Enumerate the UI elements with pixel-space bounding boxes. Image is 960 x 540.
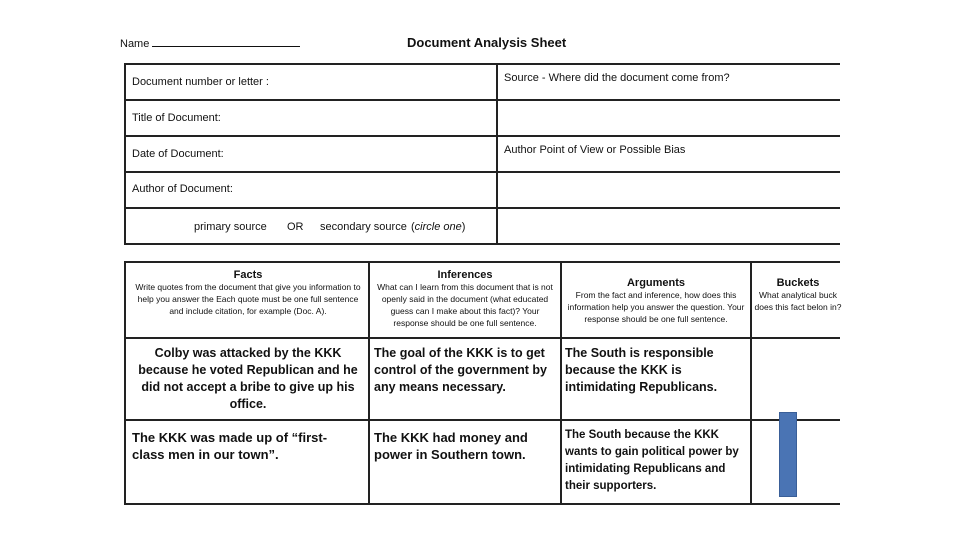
doc-number-label: Document number or letter : bbox=[132, 76, 269, 88]
doc-number-cell[interactable] bbox=[126, 65, 498, 101]
header-buckets-desc: What analytical buck does this fact belon in? bbox=[754, 290, 842, 312]
date-of-doc-label: Date of Document: bbox=[132, 148, 224, 160]
header-arguments-title: Arguments bbox=[626, 277, 686, 289]
header-facts-title: Facts bbox=[233, 269, 263, 281]
source-cell[interactable] bbox=[498, 65, 840, 101]
row1-bucket[interactable] bbox=[756, 345, 840, 415]
document-info-grid bbox=[124, 63, 840, 245]
title-of-doc-label: Title of Document: bbox=[132, 112, 221, 124]
author-of-doc-label: Author of Document: bbox=[132, 183, 233, 195]
date-of-doc-cell[interactable] bbox=[126, 137, 498, 173]
row1-inference[interactable]: The goal of the KKK is to get control of the government by any means necessary. bbox=[374, 346, 547, 394]
source-label: Source - Where did the document come from? bbox=[504, 72, 730, 84]
name-field[interactable] bbox=[120, 36, 300, 50]
row1-argument[interactable]: The South is responsible because the KKK is intimidating Republicans. bbox=[565, 346, 718, 394]
header-buckets bbox=[754, 277, 842, 313]
or-label: OR bbox=[287, 221, 304, 233]
row2-fact[interactable]: The KKK was made up of “first-class men in our town”. bbox=[132, 430, 328, 462]
point-of-view-cell[interactable] bbox=[498, 137, 840, 173]
author-of-doc-cell[interactable] bbox=[126, 173, 498, 209]
row2-inference[interactable]: The KKK had money and power in Southern town. bbox=[374, 430, 528, 462]
source-type-cell[interactable] bbox=[126, 209, 498, 245]
row2-bucket[interactable] bbox=[756, 429, 840, 499]
name-blank-line[interactable] bbox=[152, 36, 300, 47]
circle-one-text: circle one bbox=[414, 221, 462, 233]
point-of-view-cell-cont2[interactable] bbox=[498, 209, 840, 245]
title-of-doc-cell[interactable] bbox=[126, 101, 498, 137]
analysis-table bbox=[124, 261, 840, 505]
header-inferences-desc: What can I learn from this document that is not openly said in the document (what educated guess can I make about this fact)? Your response should be one full sentence. bbox=[377, 282, 553, 328]
circle-one-note: (circle one) bbox=[411, 221, 466, 233]
name-label: Name bbox=[120, 38, 150, 50]
header-inferences bbox=[374, 269, 556, 329]
point-of-view-cell-cont[interactable] bbox=[498, 173, 840, 209]
header-buckets-title: Buckets bbox=[776, 277, 820, 289]
source-cell-cont[interactable] bbox=[498, 101, 840, 137]
point-of-view-label: Author Point of View or Possible Bias bbox=[504, 144, 686, 156]
row2-argument[interactable]: The South because the KKK wants to gain political power by intimidating Republicans and their supporters. bbox=[565, 429, 739, 492]
page-title: Document Analysis Sheet bbox=[407, 35, 567, 50]
header-facts bbox=[132, 269, 364, 317]
blue-marker-bar bbox=[779, 412, 797, 497]
header-arguments bbox=[566, 277, 746, 325]
primary-source-option[interactable]: primary source bbox=[194, 221, 267, 233]
header-arguments-desc: From the fact and inference, how does this information help you answer the question. Your response should be one full sentence. bbox=[567, 290, 745, 324]
secondary-source-option[interactable]: secondary source bbox=[320, 221, 407, 233]
header-inferences-title: Inferences bbox=[437, 269, 493, 281]
row1-fact[interactable]: Colby was attacked by the KKK because he voted Republican and he did not accept a bribe to give up his office. bbox=[138, 346, 358, 411]
header-facts-desc: Write quotes from the document that give you information to help you answer the Each quote must be one full sentence and include citation, for example (Doc. A). bbox=[135, 282, 361, 316]
